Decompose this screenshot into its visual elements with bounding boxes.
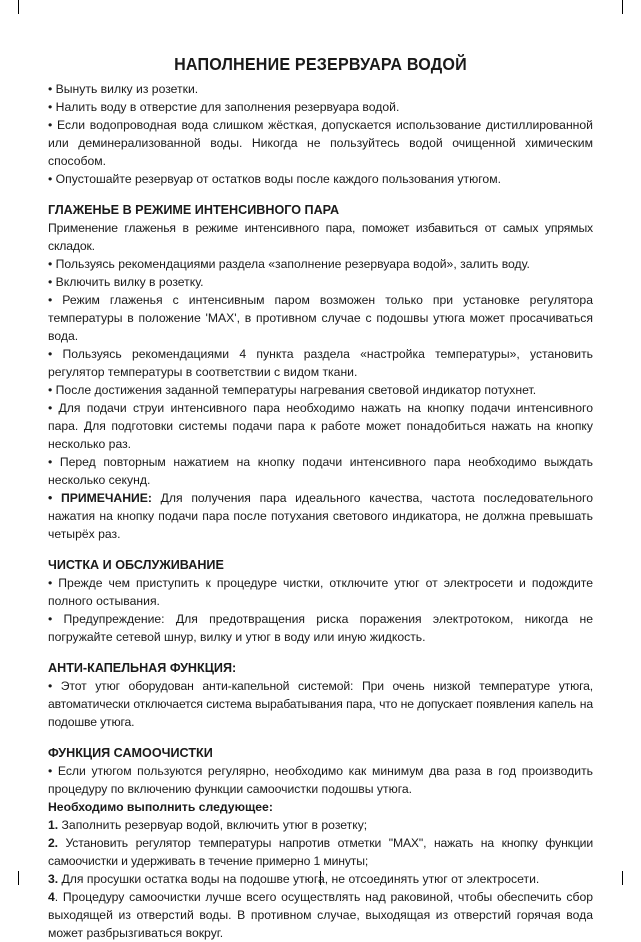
steam-item: • Для подачи струи интенсивного пара необходимо нажать на кнопку подачи интенсивного пара. Для подготовки системы подачи пара к работе может понадобиться нажать на кнопку несколько раз.	[48, 401, 593, 451]
document-body	[48, 80, 593, 942]
steam-intro: Применение глаженья в режиме интенсивного пара, поможет избавиться от самых упрямых складок.	[48, 221, 593, 253]
selfclean-heading: ФУНКЦИЯ САМООЧИСТКИ	[48, 746, 213, 760]
fill-item: • Налить воду в отверстие для заполнения резервуара водой.	[48, 100, 400, 114]
fill-item: • Вынуть вилку из розетки.	[48, 82, 199, 96]
antidrip-text: • Этот утюг оборудован анти-капельной системой: При очень низкой температуре утюга, автоматически отключается система вырабатывания пара, что не допускает появления капель на подошве утюга.	[48, 679, 593, 729]
fill-item: • Опустошайте резервуар от остатков воды после каждого пользования утюгом.	[48, 172, 501, 186]
cleaning-item: • Прежде чем приступить к процедуре чистки, отключите утюг от электросети и подождите полного остывания.	[48, 576, 593, 608]
crop-mark-bottom-left	[18, 871, 19, 885]
section-cleaning	[48, 556, 593, 646]
note-text: Для получения пара идеального качества, частота последовательного нажатия на кнопку подачи пара после потухания светового индикатора, не должна превышать четырёх раз.	[48, 491, 593, 541]
steam-item: • Пользуясь рекомендациями раздела «заполнение резервуара водой», залить воду.	[48, 257, 530, 271]
section-fill	[48, 80, 593, 188]
selfclean-step: 3. Для просушки остатка воды на подошве утюга, не отсоединять утюг от электросети.	[48, 872, 540, 886]
crop-mark-bottom-right	[622, 871, 623, 885]
steam-item: • Пользуясь рекомендациями 4 пункта раздела «настройка температуры», установить регулятор температуры в соответствии с видом ткани.	[48, 347, 593, 379]
steam-item: • После достижения заданной температуры нагревания световой индикатор потухнет.	[48, 383, 537, 397]
selfclean-step: 1. Заполнить резервуар водой, включить утюг в розетку;	[48, 818, 368, 832]
note-label: • ПРИМЕЧАНИЕ:	[48, 491, 152, 505]
steam-heading: ГЛАЖЕНЬЕ В РЕЖИМЕ ИНТЕНСИВНОГО ПАРА	[48, 203, 340, 217]
selfclean-subheading: Необходимо выполнить следующее:	[48, 800, 273, 814]
page-title: НАПОЛНЕНИЕ РЕЗЕРВУАРА ВОДОЙ	[174, 54, 467, 74]
section-antidrip	[48, 659, 593, 731]
crop-mark-top-right	[622, 0, 623, 14]
cleaning-heading: ЧИСТКА И ОБСЛУЖИВАНИЕ	[48, 558, 224, 572]
steam-item: • Перед повторным нажатием на кнопку подачи интенсивного пара необходимо выждать несколько секунд.	[48, 455, 593, 487]
selfclean-intro: • Если утюгом пользуются регулярно, необходимо как минимум два раза в год производить процедуру по включению функции самоочистки подошвы утюга.	[48, 764, 593, 796]
section-selfclean	[48, 744, 593, 942]
antidrip-heading: АНТИ-КАПЕЛЬНАЯ ФУНКЦИЯ:	[48, 661, 237, 675]
section-steam	[48, 201, 593, 543]
selfclean-step: 2. Установить регулятор температуры напротив отметки "MAX", нажать на кнопку функции самоочистки и удерживать в течение примерно 1 минуты;	[48, 836, 593, 868]
steam-note	[48, 489, 593, 543]
selfclean-step: 4. Процедуру самоочистки лучше всего осуществлять над раковиной, чтобы обеспечить сбор выходящей из отверстий воды. В противном случае, выходящая из отверстий горячая вода может разбрызгиваться вокруг.	[48, 890, 593, 940]
steam-item: • Включить вилку в розетку.	[48, 275, 204, 289]
fill-item: • Если водопроводная вода слишком жёсткая, допускается использование дистиллированной или деминерализованной воды. Никогда не пользуйтесь водой очищенной химическим способом.	[48, 118, 593, 168]
cleaning-item: • Предупреждение: Для предотвращения риска поражения электротоком, никогда не погружайте сетевой шнур, вилку и утюг в воду или иную жидкость.	[48, 612, 593, 644]
crop-mark-top-left	[18, 0, 19, 14]
steam-item: • Режим глаженья с интенсивным паром возможен только при установке регулятора температуры в положение 'MAX', в противном случае с подошвы утюга может просачиваться вода.	[48, 293, 593, 343]
